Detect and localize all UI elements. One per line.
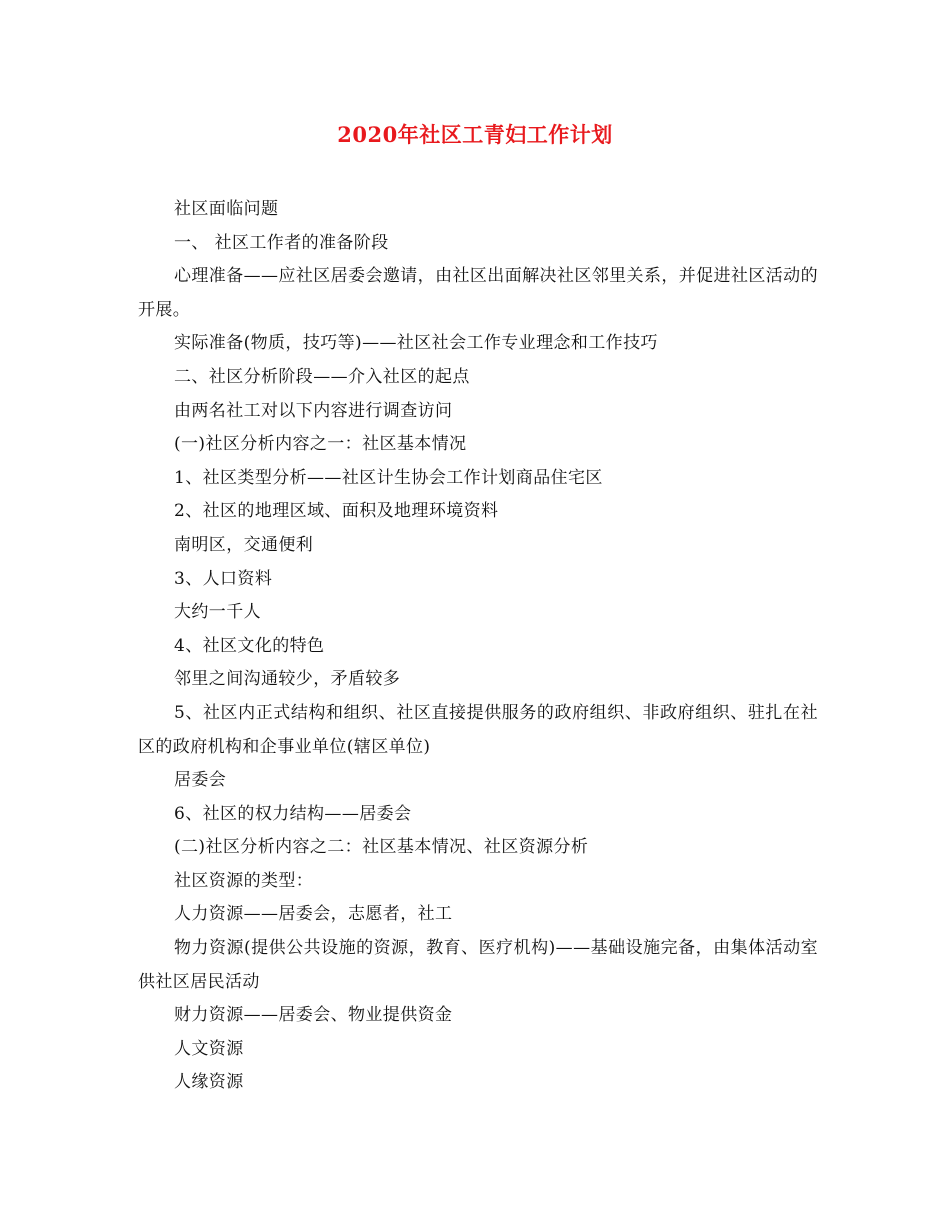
paragraph: 社区资源的类型：: [174, 870, 314, 891]
paragraph: 大约一千人: [174, 602, 261, 623]
paragraph: (二)社区分析内容之二：社区基本情况、社区资源分析: [174, 837, 589, 858]
paragraph: 人缘资源: [174, 1072, 244, 1093]
paragraph: 居委会: [174, 770, 227, 791]
paragraph: 一、 社区工作者的准备阶段: [174, 232, 389, 253]
paragraph: 2、社区的地理区域、面积及地理环境资料: [174, 501, 499, 522]
paragraph: 5、社区内正式结构和组织、社区直接提供服务的政府组织、非政府组织、驻扎在社区的政府机构和企事业单位(辖区单位): [138, 702, 818, 757]
paragraph: 物力资源(提供公共设施的资源，教育、医疗机构)——基础设施完备，由集体活动室供社区居民活动: [138, 938, 818, 992]
paragraph: 由两名社工对以下内容进行调查访问: [174, 400, 453, 421]
paragraph: 财力资源——居委会、物业提供资金: [174, 1005, 453, 1026]
paragraph: 邻里之间沟通较少，矛盾较多: [174, 669, 401, 690]
paragraph: 二、社区分析阶段——介入社区的起点: [174, 366, 470, 387]
paragraph: 6、社区的权力结构——居委会: [174, 803, 412, 824]
paragraph: (一)社区分析内容之一：社区基本情况: [174, 434, 467, 455]
paragraph: 人力资源——居委会，志愿者，社工: [174, 904, 453, 925]
paragraph: 1、社区类型分析——社区计生协会工作计划商品住宅区: [174, 467, 603, 488]
paragraph: 南明区，交通便利: [174, 534, 314, 555]
paragraph: 人文资源: [174, 1038, 244, 1059]
paragraph: 3、人口资料: [174, 568, 273, 589]
paragraph: 社区面临问题: [174, 199, 279, 219]
paragraph: 心理准备——应社区居委会邀请，由社区出面解决社区邻里关系，并促进社区活动的开展。: [138, 266, 818, 320]
document-title: 2020年社区工青妇工作计划: [337, 122, 613, 147]
paragraph: 4、社区文化的特色: [174, 635, 325, 656]
paragraph: 实际准备(物质，技巧等)——社区社会工作专业理念和工作技巧: [174, 333, 658, 354]
document-body: [138, 193, 818, 1100]
